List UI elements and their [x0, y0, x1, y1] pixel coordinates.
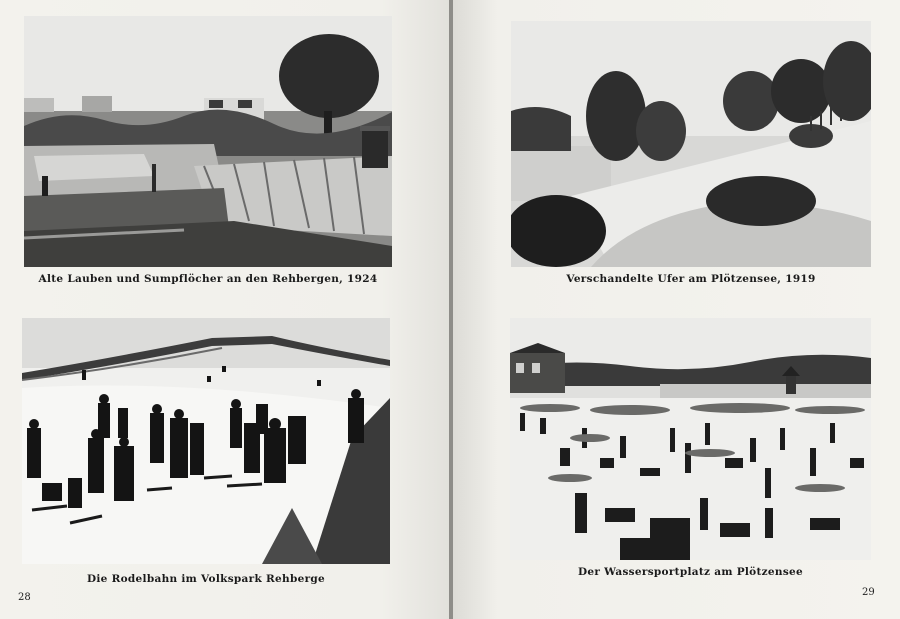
left-page: [0, 0, 449, 619]
page-number-right: 29: [862, 587, 875, 598]
photo-water-sports: [510, 318, 871, 560]
caption-toboggan-run: Die Rodelbahn im Volkspark Rehberge: [86, 573, 326, 585]
photo-toboggan-run: [22, 318, 390, 564]
page-number-left: 28: [18, 592, 31, 603]
caption-shore: Verschandelte Ufer am Plötzensee, 1919: [566, 273, 816, 285]
caption-swamp-huts: Alte Lauben und Sumpflöcher an den Rehbergen, 1924: [38, 273, 378, 285]
right-page: [453, 0, 900, 619]
caption-water-sports: Der Wassersportplatz am Plötzensee: [578, 566, 803, 578]
photo-swamp-huts: [24, 16, 392, 267]
photo-shore: [511, 21, 871, 267]
